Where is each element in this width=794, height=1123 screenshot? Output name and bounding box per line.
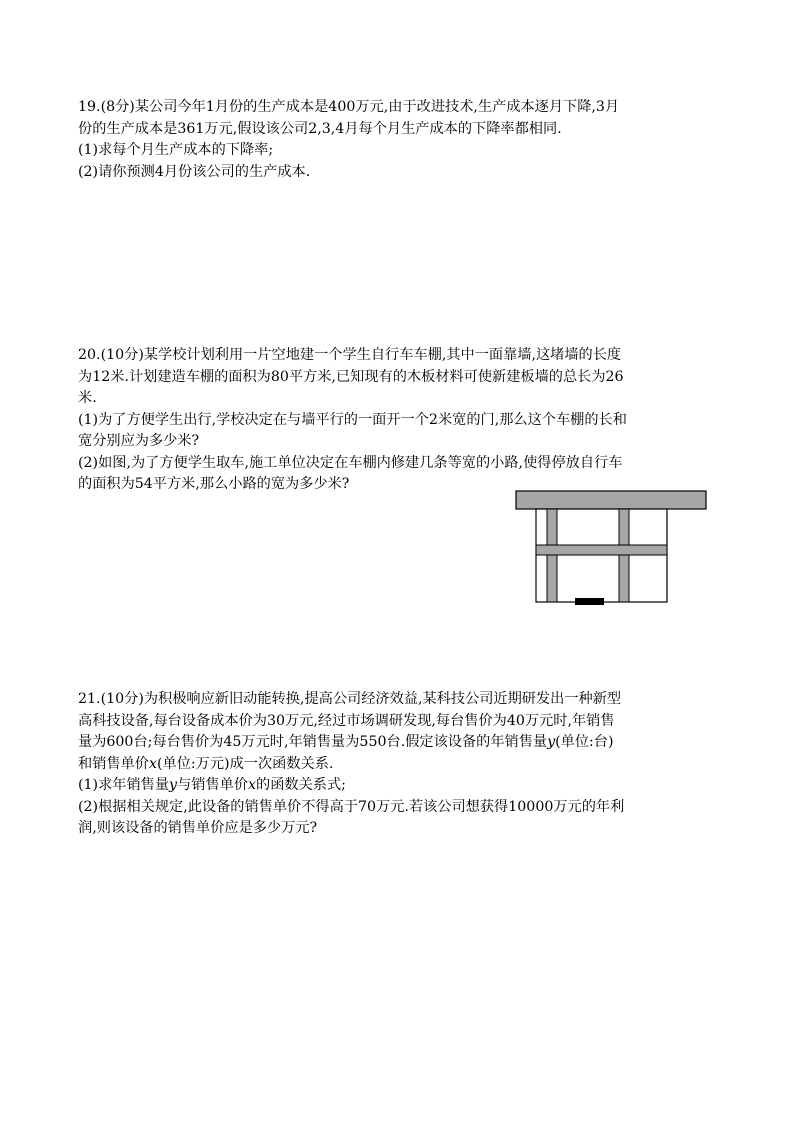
question-21	[78, 689, 718, 840]
question-19-line-1: 19.(8分)某公司今年1月份的生产成本是400万元,由于改进技术,生产成本逐月下降,3月	[78, 99, 620, 115]
question-21-line-2: 高科技设备,每台设备成本价为30万元,经过市场调研发现,每台售价为40万元时,年销售	[78, 712, 615, 729]
question-21-line-3-text: 量为600台;每台售价为45万元时,年销售量为550台.假定该设备的年销售量	[78, 734, 548, 750]
question-20	[78, 345, 718, 496]
question-21-part-1	[78, 775, 718, 797]
variable-y: y	[547, 734, 556, 750]
question-21-part-2-line-2: 润,则该设备的销售单价应是多少万元?	[78, 820, 318, 836]
question-20-part-1-line-2: 宽分别应为多少米?	[78, 433, 200, 449]
question-19-part-1: (1)求每个月生产成本的下降率;	[78, 142, 274, 158]
variable-x: x	[148, 755, 157, 772]
question-21-line-3	[78, 732, 718, 754]
door	[575, 598, 604, 605]
question-21-part-1-text: (1)求年销售量	[78, 777, 170, 793]
question-20-line-2: 为12米.计划建造车棚的面积为80平方米,已知现有的木板材料可使新建板墙的总长为26	[78, 368, 624, 385]
question-19-line-2: 份的生产成本是361万元,假设该公司2,3,4月每个月生产成本的下降率都相同.	[78, 120, 562, 137]
variable-x: x	[248, 777, 257, 793]
path-vertical-right-fill	[620, 546, 629, 555]
question-20-line-1: 20.(10分)某学校计划利用一片空地建一个学生自行车车棚,其中一面靠墙,这堵墙的长度	[78, 347, 622, 363]
question-20-part-2-line-2: 的面积为54平方米,那么小路的宽为多少米?	[78, 476, 350, 492]
question-21-line-4	[78, 754, 718, 776]
question-21-part-1-mid: 与销售单价	[177, 777, 249, 793]
wall	[516, 491, 706, 509]
question-21-line-4-text: 和销售单价	[78, 755, 149, 772]
question-21-part-2-line-1: (2)根据相关规定,此设备的销售单价不得高于70万元.若该公司想获得10000万元的年利	[78, 798, 625, 815]
path-vertical-left-fill	[548, 546, 557, 555]
question-20-line-3: 米.	[78, 390, 97, 406]
question-19-part-2: (2)请你预测4月份该公司的生产成本.	[78, 163, 311, 180]
bike-shed-diagram	[514, 489, 708, 607]
question-20-part-2-line-1: (2)如图,为了方便学生取车,施工单位决定在车棚内修建几条等宽的小路,使得停放自行车	[78, 454, 623, 471]
question-20-part-1-line-1: (1)为了方便学生出行,学校决定在与墙平行的一面开一个2米宽的门,那么这个车棚的长和	[78, 411, 627, 428]
question-21-line-1: 21.(10分)为积极响应新旧动能转换,提高公司经济效益,某科技公司近期研发出一种新型	[78, 691, 622, 707]
question-21-line-3-tail: (单位:台)	[555, 734, 614, 750]
variable-y: y	[169, 777, 178, 793]
question-21-part-1-tail: 的函数关系式;	[256, 777, 346, 793]
question-19	[78, 97, 718, 183]
question-21-line-4-tail: (单位:万元)成一次函数关系.	[156, 755, 334, 772]
